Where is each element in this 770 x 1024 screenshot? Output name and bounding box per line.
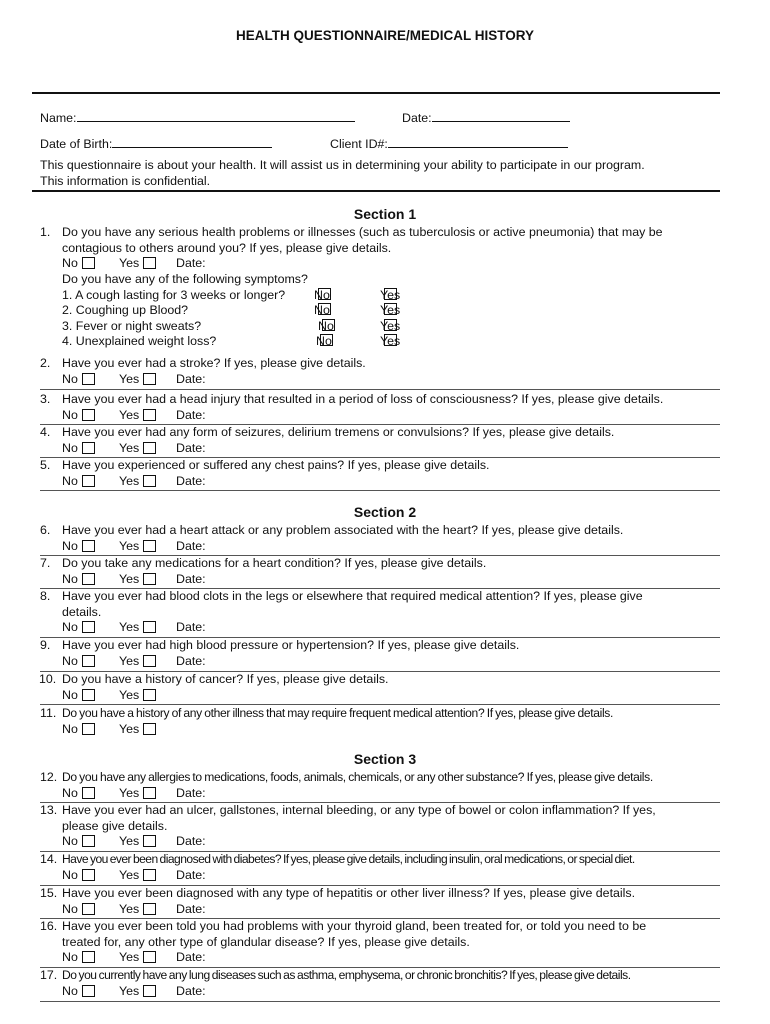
question-3: [40, 392, 720, 425]
question-number: 4.: [40, 425, 51, 439]
no-option[interactable]: No: [62, 539, 95, 555]
question-11: [40, 706, 720, 738]
yes-option[interactable]: Yes: [119, 620, 156, 636]
answer-options: [62, 868, 720, 884]
yes-option[interactable]: Yes: [119, 408, 156, 424]
date-option: Date:: [176, 256, 206, 271]
date-option: Date:: [176, 834, 206, 849]
question-number: 16.: [40, 919, 58, 933]
date-label: Date:: [402, 111, 432, 125]
no-option[interactable]: No: [62, 722, 95, 738]
no-checkbox[interactable]: [82, 655, 95, 667]
question-17: [40, 968, 720, 1002]
date-option: Date:: [176, 538, 206, 553]
no-option[interactable]: No: [62, 441, 95, 457]
dob-input-line[interactable]: [112, 136, 272, 148]
no-checkbox[interactable]: [82, 621, 95, 633]
name-input-line[interactable]: [77, 110, 355, 122]
question-number: 1.: [40, 225, 51, 239]
yes-checkbox[interactable]: [143, 869, 156, 881]
question-number: 7.: [40, 556, 51, 570]
yes-option[interactable]: Yes: [119, 786, 156, 802]
yes-option[interactable]: Yes: [119, 688, 156, 704]
no-option[interactable]: No: [62, 572, 95, 588]
date-option: Date:: [176, 867, 206, 882]
symptom-row: 4. Unexplained weight loss? No Yes: [62, 334, 401, 349]
symptom-row: 3. Fever or night sweats? No Yes: [62, 318, 401, 333]
question-number: 3.: [40, 392, 51, 406]
answer-options: [62, 572, 720, 588]
yes-option[interactable]: Yes: [119, 722, 156, 738]
question-text: Do you have a history of any other illness that may require frequent medical attention? If yes, please give details.: [62, 706, 614, 720]
yes-option[interactable]: Yes: [119, 654, 156, 670]
date-option: Date:: [176, 785, 206, 800]
no-checkbox[interactable]: [82, 869, 95, 881]
intro-line: This questionnaire is about your health. It will assist us in determining your ability to participate in our program.: [40, 158, 645, 172]
question-9: [40, 638, 720, 672]
question-number: 12.: [40, 770, 58, 784]
question-number: 5.: [40, 458, 51, 472]
yes-option[interactable]: Yes: [119, 474, 156, 490]
symptom-label: 2. Coughing up Blood?: [62, 303, 189, 318]
question-text: Do you have any serious health problems or illnesses (such as tuberculosis or active pneumonia) that may be: [62, 225, 663, 239]
yes-checkbox[interactable]: [143, 951, 156, 963]
answer-options: [62, 950, 720, 966]
no-option[interactable]: No: [62, 654, 95, 670]
no-checkbox[interactable]: [82, 540, 95, 552]
yes-option[interactable]: Yes: [119, 372, 156, 388]
question-text: treated for, any other type of glandular disease? If yes, please give details.: [62, 934, 470, 949]
yes-option[interactable]: Yes: [119, 984, 156, 1000]
no-option[interactable]: No: [62, 688, 95, 704]
yes-option[interactable]: Yes: [119, 902, 156, 918]
symptoms-prompt: Do you have any of the following symptoms?: [62, 272, 308, 287]
question-16: [40, 919, 720, 968]
question-number: 17.: [40, 968, 58, 982]
section-2-title: Section 2: [353, 504, 417, 520]
no-checkbox[interactable]: [82, 409, 95, 421]
answer-options: [62, 474, 720, 490]
question-7: [40, 556, 720, 589]
question-6: [40, 523, 720, 556]
no-checkbox[interactable]: [82, 835, 95, 847]
question-text: Do you have any allergies to medications, foods, animals, chemicals, or any other substance? If yes, please give details.: [62, 770, 653, 784]
name-field[interactable]: [40, 110, 355, 127]
no-option[interactable]: No: [62, 868, 95, 884]
question-text: Have you ever had blood clots in the legs or elsewhere that required medical attention? If yes, please give: [62, 589, 643, 603]
question-1: [40, 225, 720, 350]
yes-checkbox[interactable]: [384, 303, 397, 315]
intro-divider: [32, 190, 720, 192]
question-text: Have you ever been told you had problems with your thyroid gland, been treated for, or told you need to be: [62, 919, 647, 933]
question-14: [40, 852, 720, 886]
no-option[interactable]: No: [62, 786, 95, 802]
symptom-row: 1. A cough lasting for 3 weeks or longer? No Yes: [62, 287, 401, 302]
header-divider: [32, 92, 720, 94]
yes-checkbox[interactable]: [143, 475, 156, 487]
yes-checkbox[interactable]: [143, 573, 156, 585]
answer-options: [62, 834, 720, 850]
no-checkbox[interactable]: [82, 373, 95, 385]
date-option: Date:: [176, 653, 206, 668]
question-13: [40, 803, 720, 852]
yes-option[interactable]: Yes: [119, 256, 156, 272]
yes-checkbox[interactable]: [143, 655, 156, 667]
yes-checkbox[interactable]: [384, 319, 397, 331]
answer-options: [62, 441, 720, 457]
date-option: Date:: [176, 620, 206, 635]
no-option[interactable]: No: [62, 950, 95, 966]
answer-options: [62, 786, 720, 802]
question-text: please give details.: [62, 818, 168, 833]
question-number: 14.: [40, 852, 58, 866]
yes-option[interactable]: Yes: [119, 950, 156, 966]
yes-checkbox[interactable]: [143, 442, 156, 454]
no-option[interactable]: No: [62, 902, 95, 918]
dob-client-row: [40, 136, 720, 152]
no-checkbox[interactable]: [320, 334, 333, 346]
no-checkbox[interactable]: [82, 475, 95, 487]
intro-text: [40, 158, 720, 189]
yes-checkbox[interactable]: [143, 787, 156, 799]
yes-checkbox[interactable]: [143, 257, 156, 269]
no-option[interactable]: No: [62, 984, 95, 1000]
no-checkbox[interactable]: [82, 985, 95, 997]
date-option: Date:: [176, 983, 206, 998]
yes-checkbox[interactable]: [143, 835, 156, 847]
dob-field[interactable]: [40, 136, 272, 153]
no-checkbox[interactable]: [82, 689, 95, 701]
question-number: 13.: [40, 803, 58, 817]
question-text: Have you ever been diagnosed with diabetes? If yes, please give details, including insulin, oral medications, or special diet.: [62, 852, 635, 866]
answer-options: [62, 722, 720, 738]
question-text: Do you take any medications for a heart condition? If yes, please give details.: [62, 556, 487, 570]
question-text: details.: [62, 604, 102, 619]
date-option: Date:: [176, 473, 206, 488]
no-checkbox[interactable]: [318, 303, 331, 315]
question-number: 9.: [40, 638, 51, 652]
date-option: Date:: [176, 950, 206, 965]
no-checkbox[interactable]: [82, 257, 95, 269]
yes-checkbox[interactable]: [143, 621, 156, 633]
no-option[interactable]: No: [62, 474, 95, 490]
date-input-line[interactable]: [432, 110, 570, 122]
question-text: contagious to others around you? If yes, please give details.: [62, 240, 392, 255]
question-12: [40, 770, 720, 803]
client-id-field[interactable]: [330, 136, 568, 153]
question-number: 2.: [40, 356, 51, 370]
date-field[interactable]: [402, 110, 570, 127]
no-checkbox[interactable]: [82, 442, 95, 454]
question-text: Do you have a history of cancer? If yes, please give details.: [62, 672, 389, 686]
yes-option[interactable]: Yes: [119, 441, 156, 457]
no-checkbox[interactable]: [318, 288, 331, 300]
question-5: [40, 458, 720, 491]
section-1-title: Section 1: [353, 206, 417, 222]
question-4: [40, 425, 720, 458]
date-option: Date:: [176, 571, 206, 586]
answer-options: [62, 902, 720, 918]
question-text: Have you ever had any form of seizures, delirium tremens or convulsions? If yes, please give details.: [62, 425, 615, 439]
question-15: [40, 886, 720, 919]
yes-checkbox[interactable]: [384, 334, 397, 346]
question-number: 6.: [40, 523, 51, 537]
name-date-row: [40, 110, 720, 126]
no-option[interactable]: No: [62, 256, 95, 272]
answer-options: [62, 408, 720, 424]
yes-option[interactable]: Yes: [119, 572, 156, 588]
question-number: 8.: [40, 589, 51, 603]
answer-options: [62, 539, 720, 555]
question-text: Do you currently have any lung diseases such as asthma, emphysema, or chronic bronchitis? If yes, please give details.: [62, 968, 631, 982]
yes-option[interactable]: Yes: [119, 834, 156, 850]
question-text: Have you experienced or suffered any chest pains? If yes, please give details.: [62, 458, 490, 472]
question-number: 10.: [39, 672, 57, 686]
yes-checkbox[interactable]: [143, 409, 156, 421]
symptom-label: 1. A cough lasting for 3 weeks or longer?: [62, 287, 286, 302]
question-8: [40, 589, 720, 638]
section-3-title: Section 3: [353, 751, 417, 767]
question-number: 15.: [40, 886, 58, 900]
question-text: Have you ever had a stroke? If yes, please give details.: [62, 356, 366, 370]
question-text: Have you ever had a head injury that resulted in a period of loss of consciousness? If yes, please give details.: [62, 392, 664, 406]
client-id-label: Client ID#:: [330, 137, 388, 151]
date-option: Date:: [176, 901, 206, 916]
symptom-label: 3. Fever or night sweats?: [62, 318, 202, 333]
no-option[interactable]: No: [62, 620, 95, 636]
symptom-row: 2. Coughing up Blood? No Yes: [62, 303, 401, 318]
yes-checkbox[interactable]: [143, 985, 156, 997]
answer-options: [62, 256, 720, 272]
question-2: [40, 356, 720, 390]
yes-checkbox[interactable]: [384, 288, 397, 300]
yes-checkbox[interactable]: [143, 689, 156, 701]
yes-checkbox[interactable]: [143, 903, 156, 915]
no-option[interactable]: No: [62, 408, 95, 424]
yes-option[interactable]: Yes: [119, 868, 156, 884]
symptom-label: 4. Unexplained weight loss?: [62, 334, 217, 349]
yes-checkbox[interactable]: [143, 723, 156, 735]
dob-label: Date of Birth:: [40, 137, 113, 151]
yes-checkbox[interactable]: [143, 373, 156, 385]
question-10: [40, 672, 720, 705]
yes-option[interactable]: Yes: [119, 539, 156, 555]
question-text: Have you ever had high blood pressure or hypertension? If yes, please give details.: [62, 638, 520, 652]
answer-options: [62, 688, 720, 704]
answer-options: [62, 984, 720, 1000]
yes-checkbox[interactable]: [143, 540, 156, 552]
no-checkbox[interactable]: [82, 787, 95, 799]
answer-options: [62, 372, 720, 388]
intro-line: This information is confidential.: [40, 173, 211, 188]
question-number: 11.: [40, 706, 57, 720]
question-text: Have you ever been diagnosed with any type of hepatitis or other liver illness? If yes, please give details.: [62, 886, 636, 900]
no-checkbox[interactable]: [82, 573, 95, 585]
client-id-input-line[interactable]: [388, 136, 568, 148]
no-checkbox[interactable]: [322, 319, 335, 331]
name-label: Name:: [40, 111, 77, 125]
date-option: Date:: [176, 440, 206, 455]
no-option[interactable]: No: [62, 372, 95, 388]
page-title: HEALTH QUESTIONNAIRE/MEDICAL HISTORY: [235, 28, 534, 43]
answer-options: [62, 620, 720, 636]
question-text: Have you ever had an ulcer, gallstones, internal bleeding, or any type of bowel or colon inflammation? If yes,: [62, 803, 656, 817]
no-option[interactable]: No: [62, 834, 95, 850]
no-checkbox[interactable]: [82, 903, 95, 915]
answer-options: [62, 654, 720, 670]
no-checkbox[interactable]: [82, 723, 95, 735]
date-option: Date:: [176, 407, 206, 422]
date-option: Date:: [176, 371, 206, 386]
question-text: Have you ever had a heart attack or any problem associated with the heart? If yes, please give details.: [62, 523, 624, 537]
no-checkbox[interactable]: [82, 951, 95, 963]
